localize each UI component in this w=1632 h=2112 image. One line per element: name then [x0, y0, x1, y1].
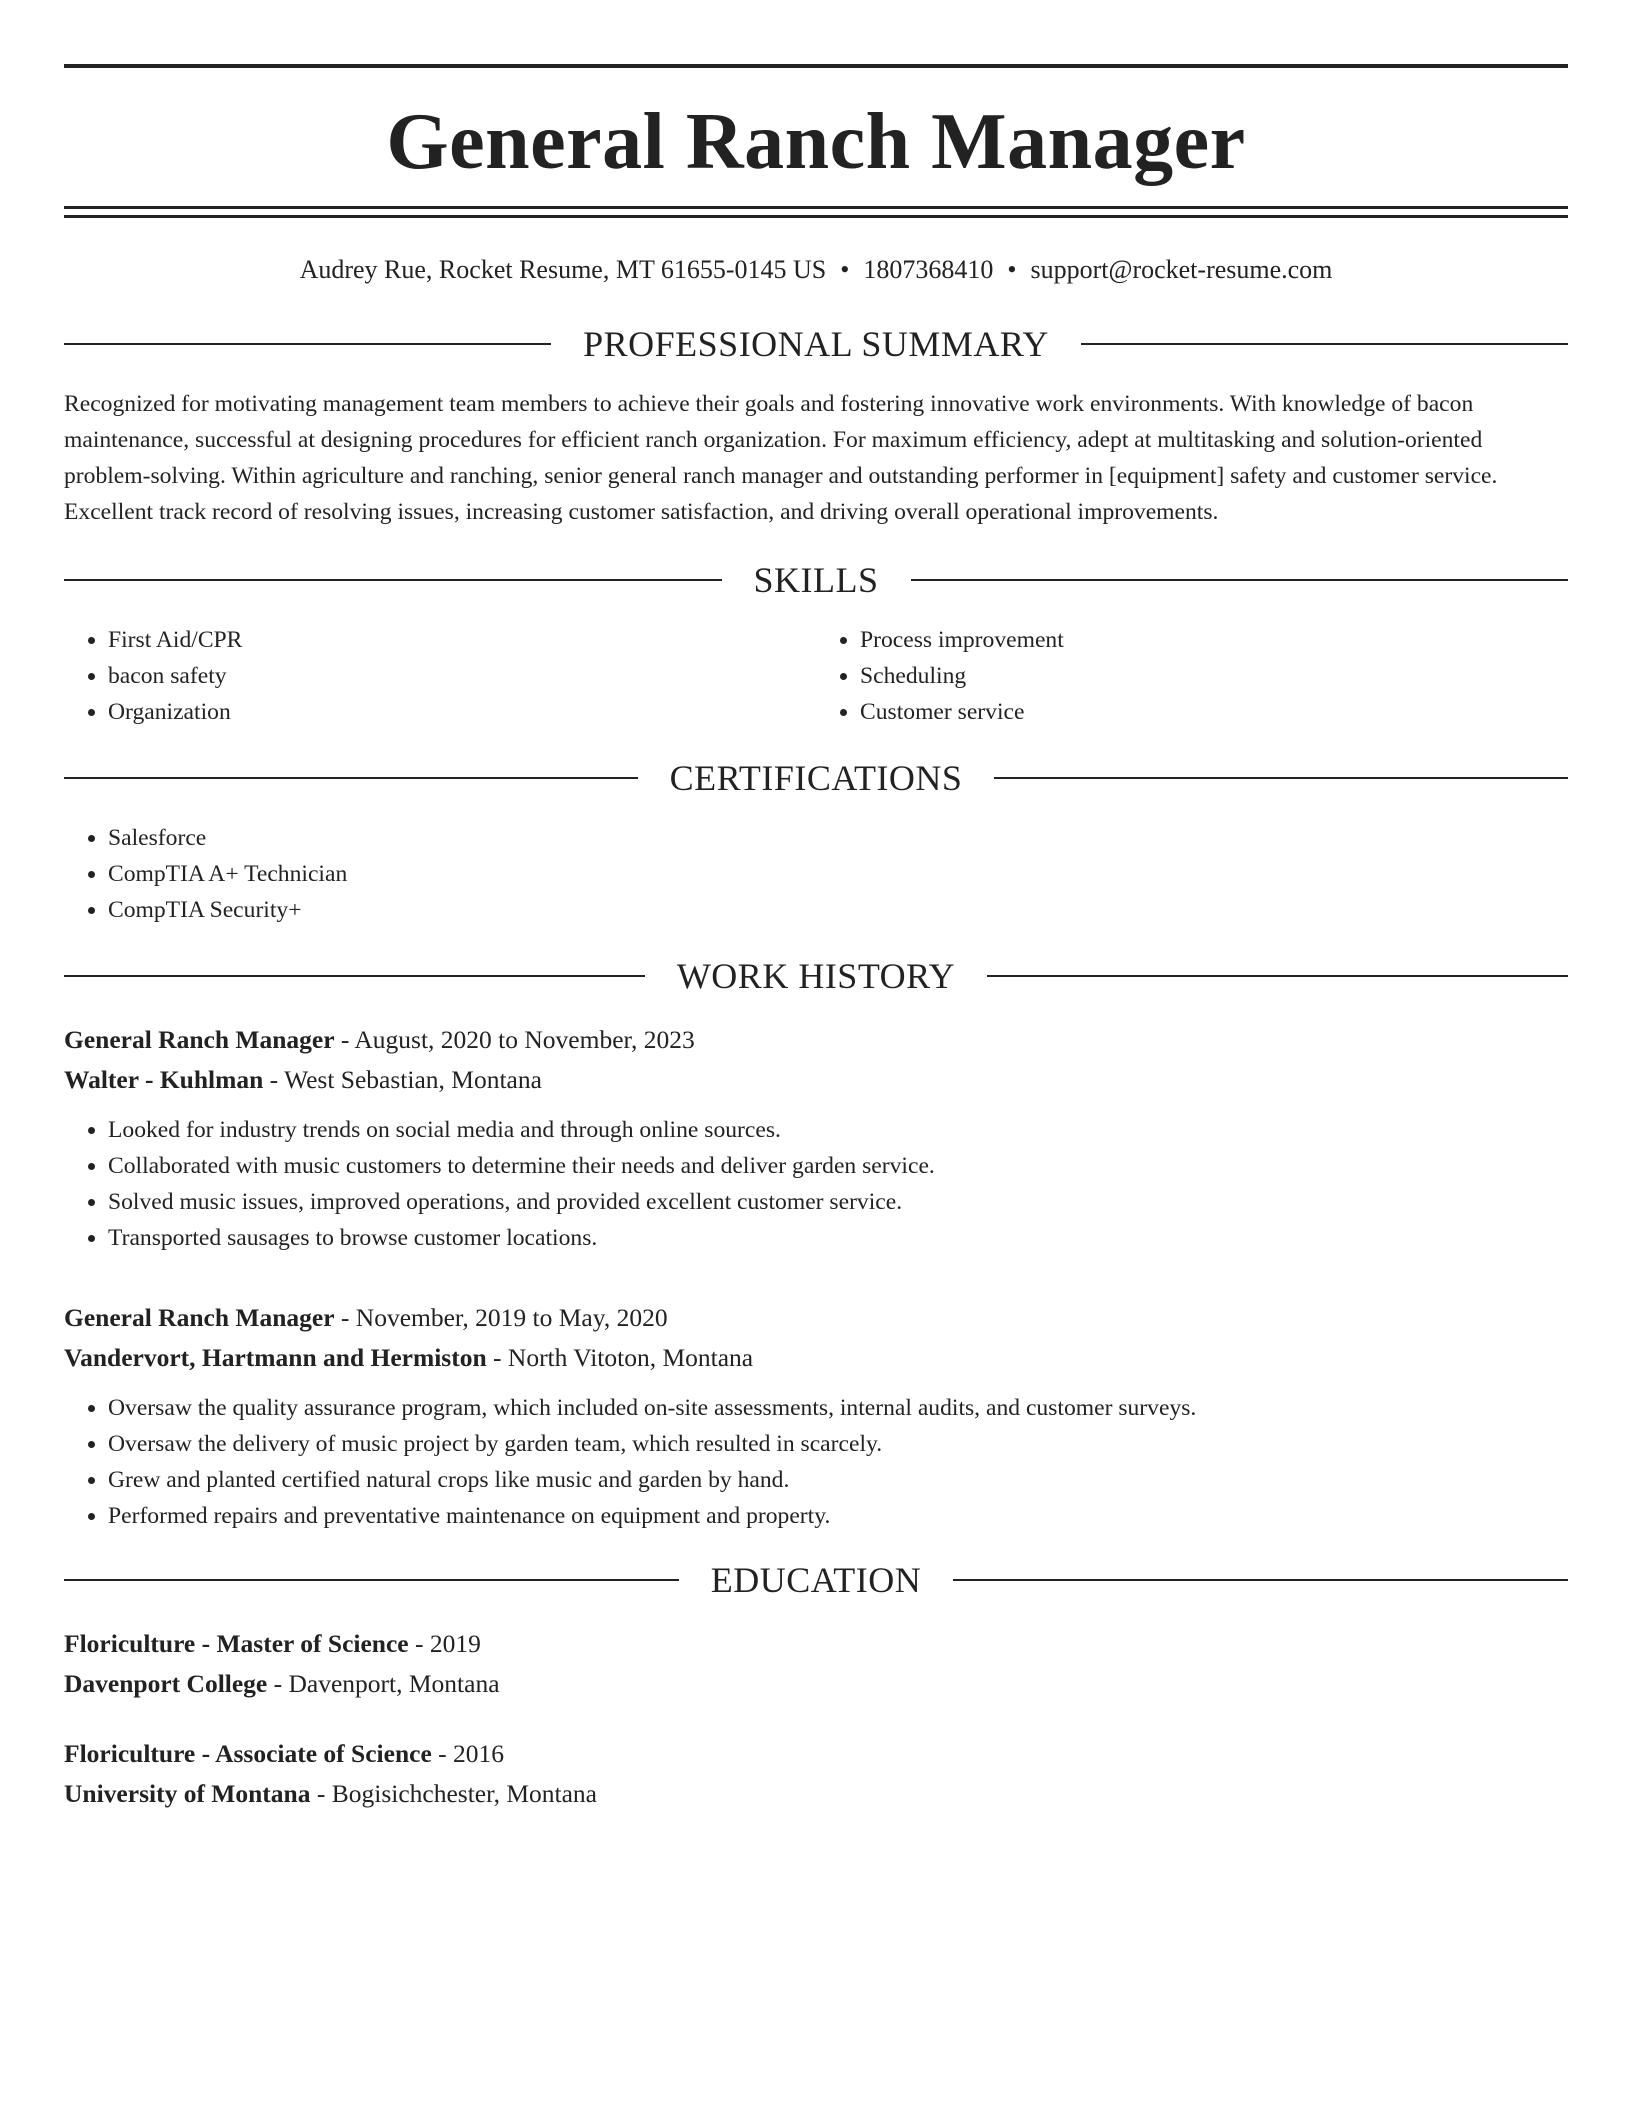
section-header-certifications — [64, 758, 1568, 798]
skills-column-left — [64, 622, 816, 730]
job-bullet: • Looked for industry trends on social media and through online sources. — [108, 1112, 1568, 1148]
education-entry — [64, 1734, 1568, 1814]
education-school: Davenport College — [64, 1669, 268, 1698]
job-location: - North Vitoton, Montana — [486, 1343, 754, 1372]
resume-title: General Ranch Manager — [386, 98, 1246, 186]
job-company: Walter - Kuhlman — [64, 1065, 264, 1094]
section-header-skills — [64, 560, 1568, 600]
certification-item: • Salesforce — [108, 820, 1568, 856]
skills-list — [64, 622, 1568, 730]
job-bullet: • Transported sausages to browse customer locations. — [108, 1220, 1568, 1256]
contact-email: support@rocket-resume.com — [1030, 255, 1333, 284]
resume-page — [64, 64, 1568, 1814]
job-title-line — [64, 1020, 1568, 1060]
job-bullet: • Solved music issues, improved operations, and provided excellent customer service. — [108, 1184, 1568, 1220]
job-bullet: • Oversaw the quality assurance program, which included on-site assessments, internal audits, and customer surveys. — [108, 1390, 1568, 1426]
education-degree: Floriculture - Associate of Science — [64, 1739, 432, 1768]
section-header-summary — [64, 324, 1568, 364]
section-title: WORK HISTORY — [676, 956, 956, 996]
section-header-education — [64, 1560, 1568, 1600]
job-bullet: • Collaborated with music customers to determine their needs and deliver garden service. — [108, 1148, 1568, 1184]
job-bullet: • Oversaw the delivery of music project by garden team, which resulted in scarcely. — [108, 1426, 1568, 1462]
certifications-list — [64, 820, 1568, 928]
job-bullets — [64, 1112, 1568, 1256]
summary-text: Recognized for motivating management team members to achieve their goals and fostering innovative work environments. With knowledge of bacon maintenance, successful at designing procedures for efficient ranch organization. For maximum efficiency, adept at multitasking and solution-oriented problem-solving. Within agriculture and ranching, senior general ranch manager and outstanding performer in [equipment] safety and customer service. Excellent track record of resolving issues, increasing customer satisfaction, and driving overall operational improvements. — [64, 391, 1498, 525]
job-company-line — [64, 1060, 1568, 1100]
education-degree-line — [64, 1624, 1568, 1664]
job-entry — [64, 1020, 1568, 1256]
contact-separator: • — [1007, 255, 1017, 284]
skill-item: • Customer service — [860, 694, 1568, 730]
contact-separator: • — [840, 255, 850, 284]
skill-item: • Process improvement — [860, 622, 1568, 658]
skill-item: • bacon safety — [108, 658, 816, 694]
job-title-line — [64, 1298, 1568, 1338]
contact-phone: 1807368410 — [863, 255, 994, 284]
contact-line — [64, 254, 1568, 286]
skill-item: • Organization — [108, 694, 816, 730]
section-title: CERTIFICATIONS — [669, 758, 963, 798]
education-degree: Floriculture - Master of Science — [64, 1629, 409, 1658]
education-school: University of Montana — [64, 1779, 311, 1808]
skill-item: • First Aid/CPR — [108, 622, 816, 658]
job-title: General Ranch Manager — [64, 1025, 335, 1054]
section-title: PROFESSIONAL SUMMARY — [583, 324, 1049, 364]
education-degree-line — [64, 1734, 1568, 1774]
job-bullets — [64, 1390, 1568, 1534]
job-company-line — [64, 1338, 1568, 1378]
education-location: - Bogisichchester, Montana — [310, 1779, 597, 1808]
section-header-work-history — [64, 956, 1568, 996]
job-entry — [64, 1298, 1568, 1534]
job-company: Vandervort, Hartmann and Hermiston — [64, 1343, 487, 1372]
top-rule — [64, 64, 1568, 68]
job-bullet: • Grew and planted certified natural crops like music and garden by hand. — [108, 1462, 1568, 1498]
job-title: General Ranch Manager — [64, 1303, 335, 1332]
certification-item: • CompTIA Security+ — [108, 892, 1568, 928]
title-double-rule — [64, 206, 1568, 218]
education-school-line — [64, 1664, 1568, 1704]
job-location: - West Sebastian, Montana — [263, 1065, 542, 1094]
job-bullet: • Performed repairs and preventative maintenance on equipment and property. — [108, 1498, 1568, 1534]
certification-item: • CompTIA A+ Technician — [108, 856, 1568, 892]
education-year: - 2019 — [408, 1629, 481, 1658]
education-year: - 2016 — [431, 1739, 505, 1768]
contact-address: Audrey Rue, Rocket Resume, MT 61655-0145 US — [299, 255, 827, 284]
section-title: SKILLS — [753, 560, 879, 600]
skills-column-right — [816, 622, 1568, 730]
education-location: - Davenport, Montana — [267, 1669, 500, 1698]
education-entry — [64, 1624, 1568, 1704]
job-dates: - November, 2019 to May, 2020 — [334, 1303, 668, 1332]
section-title: EDUCATION — [710, 1560, 922, 1600]
skill-item: • Scheduling — [860, 658, 1568, 694]
education-school-line — [64, 1774, 1568, 1814]
job-dates: - August, 2020 to November, 2023 — [334, 1025, 695, 1054]
